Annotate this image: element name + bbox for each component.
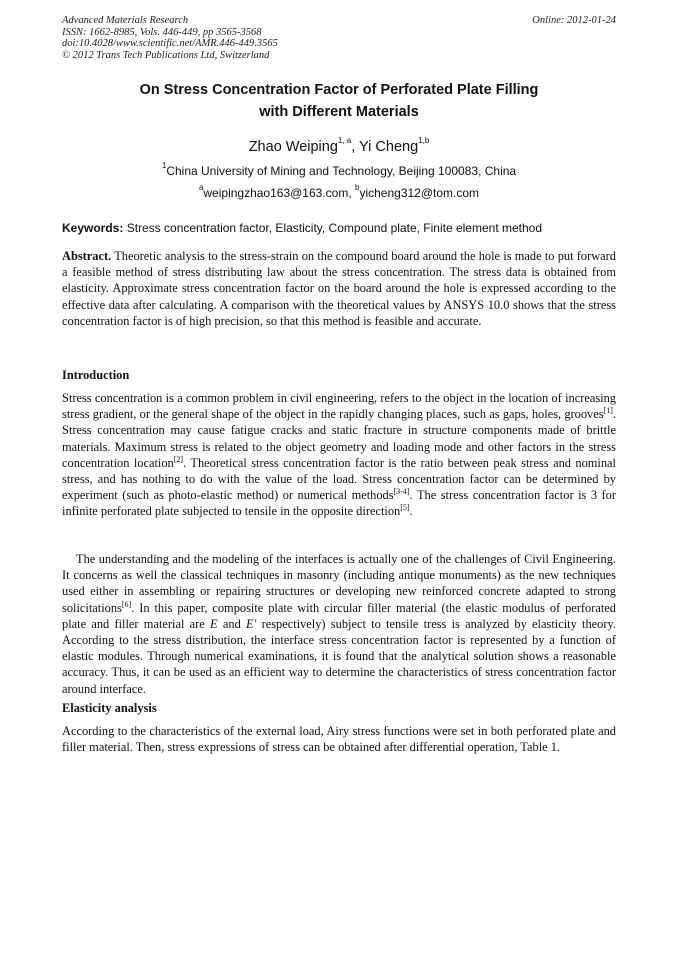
email-b-marker: b: [355, 183, 360, 192]
citation-1[interactable]: [1]: [603, 406, 613, 416]
author-separator: ,: [351, 139, 360, 155]
journal-name: Advanced Materials Research: [62, 15, 189, 26]
introduction-paragraph-2: [62, 551, 616, 697]
keywords-text: Stress concentration factor, Elasticity, Compound plate, Finite element method: [123, 221, 543, 235]
intro-p2-text-a: The understanding and the modeling of the interfaces is actually one of the challenges of Civil Engineering. It concerns as well the classical techniques in masonry (including antique monuments) as the new techniques used either in assembling or repairing structures or developing new reinforced concrete adapted to strong solicitations: [62, 552, 616, 615]
citation-2[interactable]: [2]: [173, 454, 184, 464]
affiliation: [62, 161, 616, 178]
elasticity-paragraph: According to the characteristics of the external load, Airy stress functions were set in both perforated plate and filler material. Then, stress expressions of stress can be obtained after differential operation, Table 1.: [62, 724, 616, 755]
issn: ISSN: 1662-8985, Vols. 446-449, pp 3565-3568: [62, 26, 262, 38]
intro-p2-and: and: [217, 616, 247, 631]
email-a[interactable]: weipingzhao163@163.com,: [203, 186, 356, 200]
intro-p1-text-c: . Theoretical stress concentration factor is the ratio between peak stress and nominal stress, and has nothing to do with the value of the load. Stress concentration factor can be determined by experiment (such as photo-elastic method) or numerical methods: [62, 455, 616, 503]
elasticity-heading: Elasticity analysis: [62, 701, 157, 715]
journal-header: [62, 15, 278, 61]
title-line-1: On Stress Concentration Factor of Perforated Plate Filling: [139, 82, 539, 98]
intro-p1-text-b: . Stress concentration may cause fatigue cracks and static fracture in structure components made of brittle materials. Maximum stress is related to the object geometry and loading mode and other factors in the stress concentration location: [62, 407, 616, 470]
affiliation-text: China University of Mining and Technology, Beijing 100083, China: [166, 164, 517, 178]
title-line-2: with Different Materials: [259, 104, 419, 120]
symbol-E: E: [210, 616, 218, 631]
symbol-E-prime: E′: [246, 616, 257, 631]
email-b[interactable]: yicheng312@tom.com: [359, 186, 480, 200]
intro-p1-text-d: . The stress concentration factor is 3 for infinite perforated plate subjected to tensile in the opposite direction: [62, 488, 616, 519]
abstract: [62, 248, 616, 329]
author-2-affil: 1,b: [418, 136, 430, 145]
abstract-label: Abstract.: [62, 249, 112, 263]
affiliation-marker: 1: [161, 161, 167, 170]
introduction-paragraph-1: [62, 390, 616, 520]
introduction-heading: Introduction: [62, 368, 130, 382]
author-1: Zhao Weiping: [248, 139, 338, 155]
citation-3-4[interactable]: [3-4]: [393, 487, 410, 497]
paper-title: [62, 79, 616, 123]
citation-5[interactable]: [5]: [400, 503, 410, 513]
intro-p1-text-a: Stress concentration is a common problem in civil engineering, refers to the object in the location of increasing stress gradient, or the general shape of the object in the rapidly changing places, such as gaps, holes, grooves: [62, 391, 616, 422]
intro-p1-text-e: .: [409, 504, 413, 519]
author-1-affil: 1, a: [337, 136, 352, 145]
intro-p2-text-b: . In this paper, composite plate with circular filler material (the elastic modulus of perforated plate and filler material are: [62, 600, 616, 631]
abstract-text: Theoretic analysis to the stress-strain on the compound board around the hole is made to put forward a feasible method of stress distributing law about the stress concentration. The stress data is obtained from elasticity. Approximate stress concentration factor on the board around the hole is expressed according to the effective data after calculating. A comparison with the theoretical values by ANSYS 10.0 shows that the stress concentration factor is of high precision, so that this method is feasible and accurate.: [62, 249, 616, 328]
emails: [62, 183, 616, 200]
authors: [62, 136, 616, 155]
doi: doi:10.4028/www.scientific.net/AMR.446-449.3565: [62, 38, 278, 49]
keywords-label: Keywords:: [62, 221, 124, 235]
email-a-marker: a: [198, 183, 204, 192]
copyright: © 2012 Trans Tech Publications Ltd, Switzerland: [62, 49, 270, 61]
author-2: Yi Cheng: [359, 139, 419, 155]
keywords: [62, 221, 622, 235]
citation-6[interactable]: [6]: [121, 599, 132, 609]
online-date: Online: 2012-01-24: [532, 15, 616, 26]
intro-p2-text-c: respectively) subject to tensile tress is analyzed by elasticity theory. According to the stress distribution, the interface stress concentration factor is represented by a function of elastic modules. Through numerical examinations, it is found that the analytical solution shows a reasonable accuracy. Thus, it can be used as an efficient way to determine the characteristics of stress concentration factor around interface.: [62, 616, 616, 696]
